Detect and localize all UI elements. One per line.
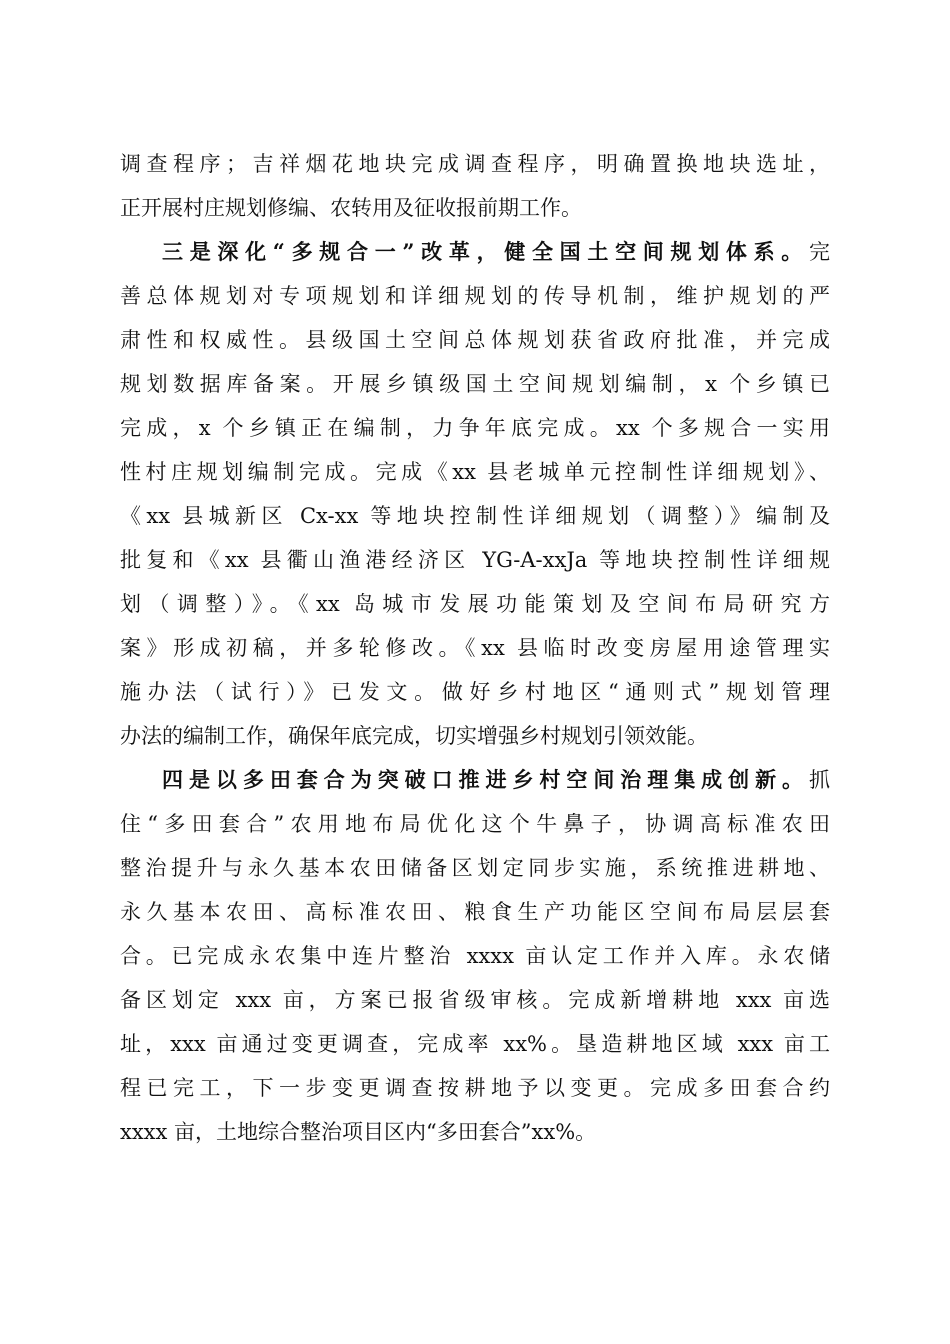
paragraph-1	[120, 142, 830, 230]
text-line: 性村庄规划编制完成。完成《xx 县老城单元控制性详细规划》、	[120, 460, 830, 484]
text-line: xxxx 亩，土地综合整治项目区内“多田套合”xx%。	[120, 1120, 597, 1144]
text-line: 施办法（试行）》已发文。做好乡村地区“通则式”规划管理	[120, 680, 830, 704]
paragraph-lead-heading: 四是以多田套合为突破口推进乡村空间治理集成创新。	[162, 767, 809, 792]
text-line: 正开展村庄规划修编、农转用及征收报前期工作。	[120, 196, 582, 220]
text-line: 案》形成初稿，并多轮修改。《xx 县临时改变房屋用途管理实	[120, 636, 830, 660]
paragraph-2	[120, 230, 830, 758]
text-line: 址，xxx 亩通过变更调查，完成率 xx%。垦造耕地区域 xxx 亩工	[120, 1032, 830, 1056]
text-line: 程已完工，下一步变更调查按耕地予以变更。完成多田套合约	[120, 1076, 830, 1100]
text-line: 划（调整）》。《xx 岛城市发展功能策划及空间布局研究方	[120, 592, 830, 616]
text-line: 住“多田套合”农用地布局优化这个牛鼻子，协调高标准农田	[120, 812, 830, 836]
text-line: 《xx 县城新区 Cx-xx 等地块控制性详细规划（调整）》编制及	[120, 504, 830, 528]
text-line: 完成，x 个乡镇正在编制，力争年底完成。xx 个多规合一实用	[120, 416, 830, 440]
text-line	[120, 230, 830, 274]
text-line: 规划数据库备案。开展乡镇级国土空间规划编制，x 个乡镇已	[120, 372, 830, 396]
text-line: 调查程序；吉祥烟花地块完成调查程序，明确置换地块选址，	[120, 152, 830, 176]
text-fragment: 抓	[809, 768, 830, 792]
paragraph-lead-heading: 三是深化“多规合一”改革，健全国土空间规划体系。	[162, 239, 809, 264]
text-line: 批复和《xx 县衢山渔港经济区 YG-A-xxJa 等地块控制性详细规	[120, 548, 830, 572]
text-line: 办法的编制工作，确保年底完成，切实增强乡村规划引领效能。	[120, 724, 708, 748]
text-line: 善总体规划对专项规划和详细规划的传导机制，维护规划的严	[120, 284, 830, 308]
text-line: 备区划定 xxx 亩，方案已报省级审核。完成新增耕地 xxx 亩选	[120, 988, 830, 1012]
paragraph-3	[120, 758, 830, 1154]
text-fragment: 完	[809, 240, 830, 264]
document-body	[120, 142, 830, 1154]
text-line	[120, 758, 830, 802]
text-line: 合。已完成永农集中连片整治 xxxx 亩认定工作并入库。永农储	[120, 944, 830, 968]
text-line: 整治提升与永久基本农田储备区划定同步实施，系统推进耕地、	[120, 856, 830, 880]
text-line: 肃性和权威性。县级国土空间总体规划获省政府批准，并完成	[120, 328, 830, 352]
text-line: 永久基本农田、高标准农田、粮食生产功能区空间布局层层套	[120, 900, 830, 924]
